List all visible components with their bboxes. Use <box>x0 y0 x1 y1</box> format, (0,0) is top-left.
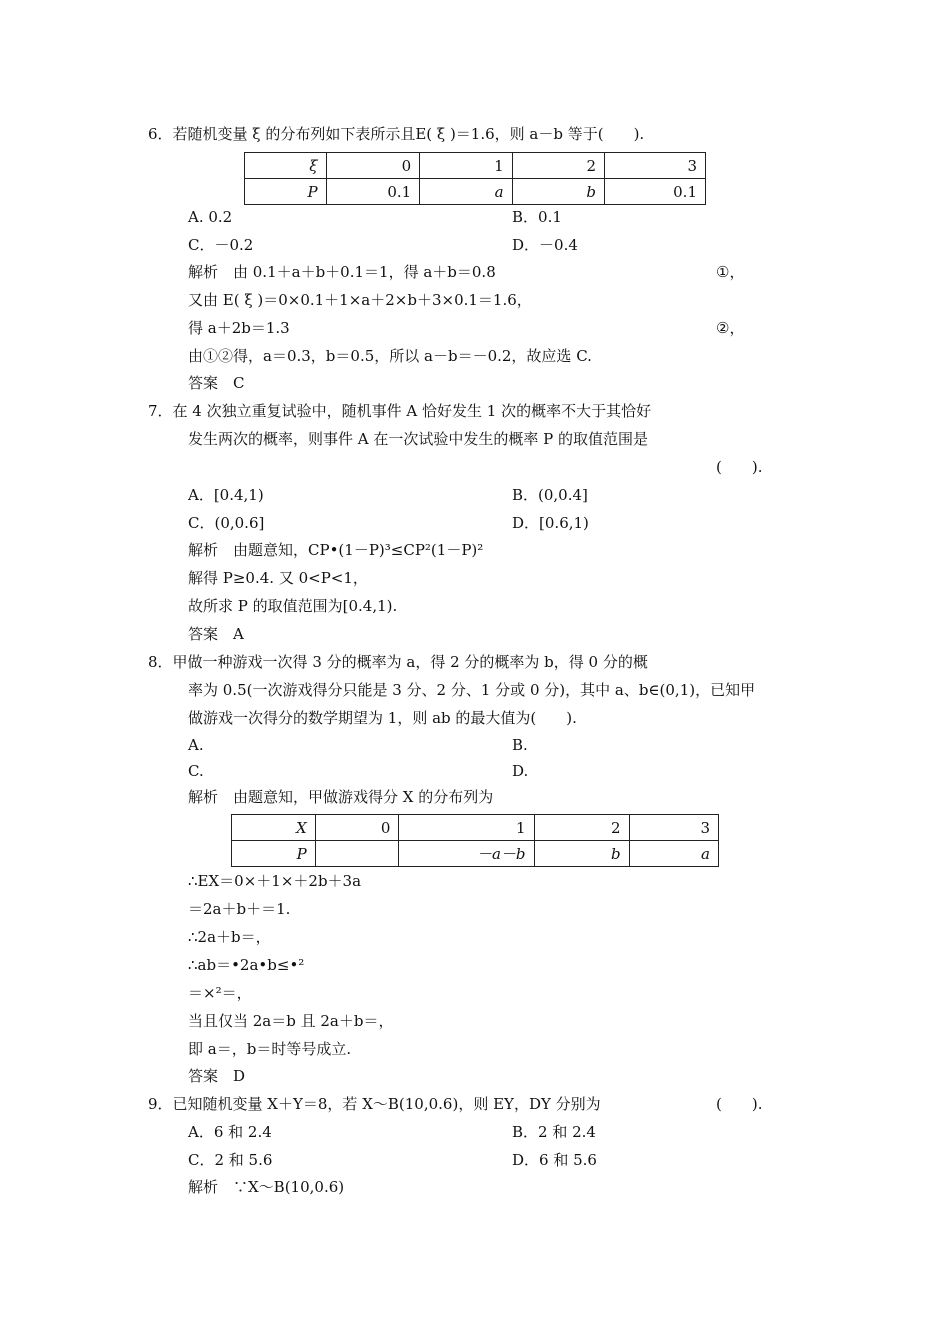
table-cell: X <box>232 815 316 841</box>
q8-option-d: D. <box>512 762 529 780</box>
table-cell: b <box>534 841 629 867</box>
q8-answer: 答案 D <box>188 1067 246 1085</box>
table-row <box>245 179 706 205</box>
q9-answer-paren: ( ). <box>716 1095 763 1113</box>
q8-stem-line-2: 率为 0.5(一次游戏得分只能是 3 分、2 分、1 分或 0 分)，其中 a、b∈(0,1)，已知甲 <box>188 681 756 699</box>
q6-distribution-table <box>244 152 706 205</box>
table-cell: 0.1 <box>605 179 706 205</box>
table-row <box>232 841 719 867</box>
q9-option-d: D．6 和 5.6 <box>512 1151 597 1169</box>
q8-step-4: ∴ab＝•2a•b≤•² <box>188 956 305 974</box>
q7-solution-line-1: 解析 由题意知，CP•(1－P)³≤CP²(1－P)² <box>188 541 484 559</box>
table-cell: 0 <box>315 815 399 841</box>
q6-solution-line-4: 由①②得，a＝0.3，b＝0.5，所以 a－b＝－0.2，故应选 C. <box>188 347 592 365</box>
q6-equation-mark-1: ①， <box>716 263 745 281</box>
q7-solution-line-2: 解得 P≥0.4. 又 0<P<1， <box>188 569 368 587</box>
table-cell: P <box>245 179 327 205</box>
q8-step-1: ∴EX＝0×＋1×＋2b＋3a <box>188 872 362 890</box>
table-row <box>232 815 719 841</box>
q8-distribution-table <box>231 814 719 867</box>
q8-option-b: B. <box>512 736 528 754</box>
q9-stem: 9．已知随机变量 X＋Y＝8，若 X～B(10,0.6)，则 EY，DY 分别为 <box>148 1095 601 1113</box>
table-cell: 0 <box>326 153 420 179</box>
q8-step-3: ∴2a＋b＝， <box>188 928 271 946</box>
q8-stem-line-3: 做游戏一次得分的数学期望为 1，则 ab 的最大值为( ). <box>188 709 577 727</box>
q8-option-a: A. <box>188 736 204 754</box>
table-cell: a <box>420 179 512 205</box>
table-cell: ξ <box>245 153 327 179</box>
q9-solution-line-1: 解析 ∵X～B(10,0.6) <box>188 1178 345 1196</box>
q6-option-c: C．－0.2 <box>188 236 254 254</box>
q9-option-a: A．6 和 2.4 <box>188 1123 272 1141</box>
table-cell <box>315 841 399 867</box>
table-cell: a <box>629 841 718 867</box>
q7-answer-paren: ( ). <box>716 458 763 476</box>
q9-option-c: C．2 和 5.6 <box>188 1151 273 1169</box>
q8-stem-line-1: 8．甲做一种游戏一次得 3 分的概率为 a，得 2 分的概率为 b，得 0 分的概 <box>148 653 648 671</box>
q7-answer: 答案 A <box>188 625 244 643</box>
table-row <box>245 153 706 179</box>
q6-option-d: D．－0.4 <box>512 236 578 254</box>
q7-option-c: C．(0,0.6] <box>188 514 265 532</box>
table-cell: 0.1 <box>326 179 420 205</box>
q6-equation-mark-2: ②， <box>716 319 745 337</box>
table-cell: P <box>232 841 316 867</box>
table-cell: 2 <box>512 153 604 179</box>
q6-solution-line-3: 得 a＋2b＝1.3 <box>188 319 290 337</box>
q8-step-7: 即 a＝，b＝时等号成立. <box>188 1040 352 1058</box>
table-cell: 1 <box>420 153 512 179</box>
table-cell: －a－b <box>399 841 534 867</box>
q8-step-6: 当且仅当 2a＝b 且 2a＋b＝， <box>188 1012 394 1030</box>
q7-stem-line-2: 发生两次的概率，则事件 A 在一次试验中发生的概率 P 的取值范围是 <box>188 430 649 448</box>
q6-stem: 6．若随机变量 ξ 的分布列如下表所示且E( ξ )＝1.6，则 a－b 等于( ). <box>148 125 645 143</box>
q8-step-5: ＝×²＝， <box>188 984 252 1002</box>
q7-option-b: B．(0,0.4] <box>512 486 588 504</box>
q7-option-d: D．[0.6,1) <box>512 514 589 532</box>
q8-step-2: ＝2a＋b＋＝1. <box>188 900 291 918</box>
table-cell: 3 <box>605 153 706 179</box>
q6-solution-line-1: 解析 由 0.1＋a＋b＋0.1＝1，得 a＋b＝0.8 <box>188 263 496 281</box>
q6-option-a: A. 0.2 <box>188 208 233 226</box>
q7-stem-line-1: 7．在 4 次独立重复试验中，随机事件 A 恰好发生 1 次的概率不大于其恰好 <box>148 402 652 420</box>
q7-solution-line-3: 故所求 P 的取值范围为[0.4,1). <box>188 597 398 615</box>
q6-solution-line-2: 又由 E( ξ )＝0×0.1＋1×a＋2×b＋3×0.1＝1.6， <box>188 291 532 309</box>
q8-solution-intro: 解析 由题意知，甲做游戏得分 X 的分布列为 <box>188 788 494 806</box>
table-cell: 2 <box>534 815 629 841</box>
q9-option-b: B．2 和 2.4 <box>512 1123 596 1141</box>
table-cell: b <box>512 179 604 205</box>
q6-answer: 答案 C <box>188 374 245 392</box>
q7-option-a: A．[0.4,1) <box>188 486 264 504</box>
q8-option-c: C. <box>188 762 204 780</box>
table-cell: 1 <box>399 815 534 841</box>
q6-option-b: B．0.1 <box>512 208 562 226</box>
table-cell: 3 <box>629 815 718 841</box>
